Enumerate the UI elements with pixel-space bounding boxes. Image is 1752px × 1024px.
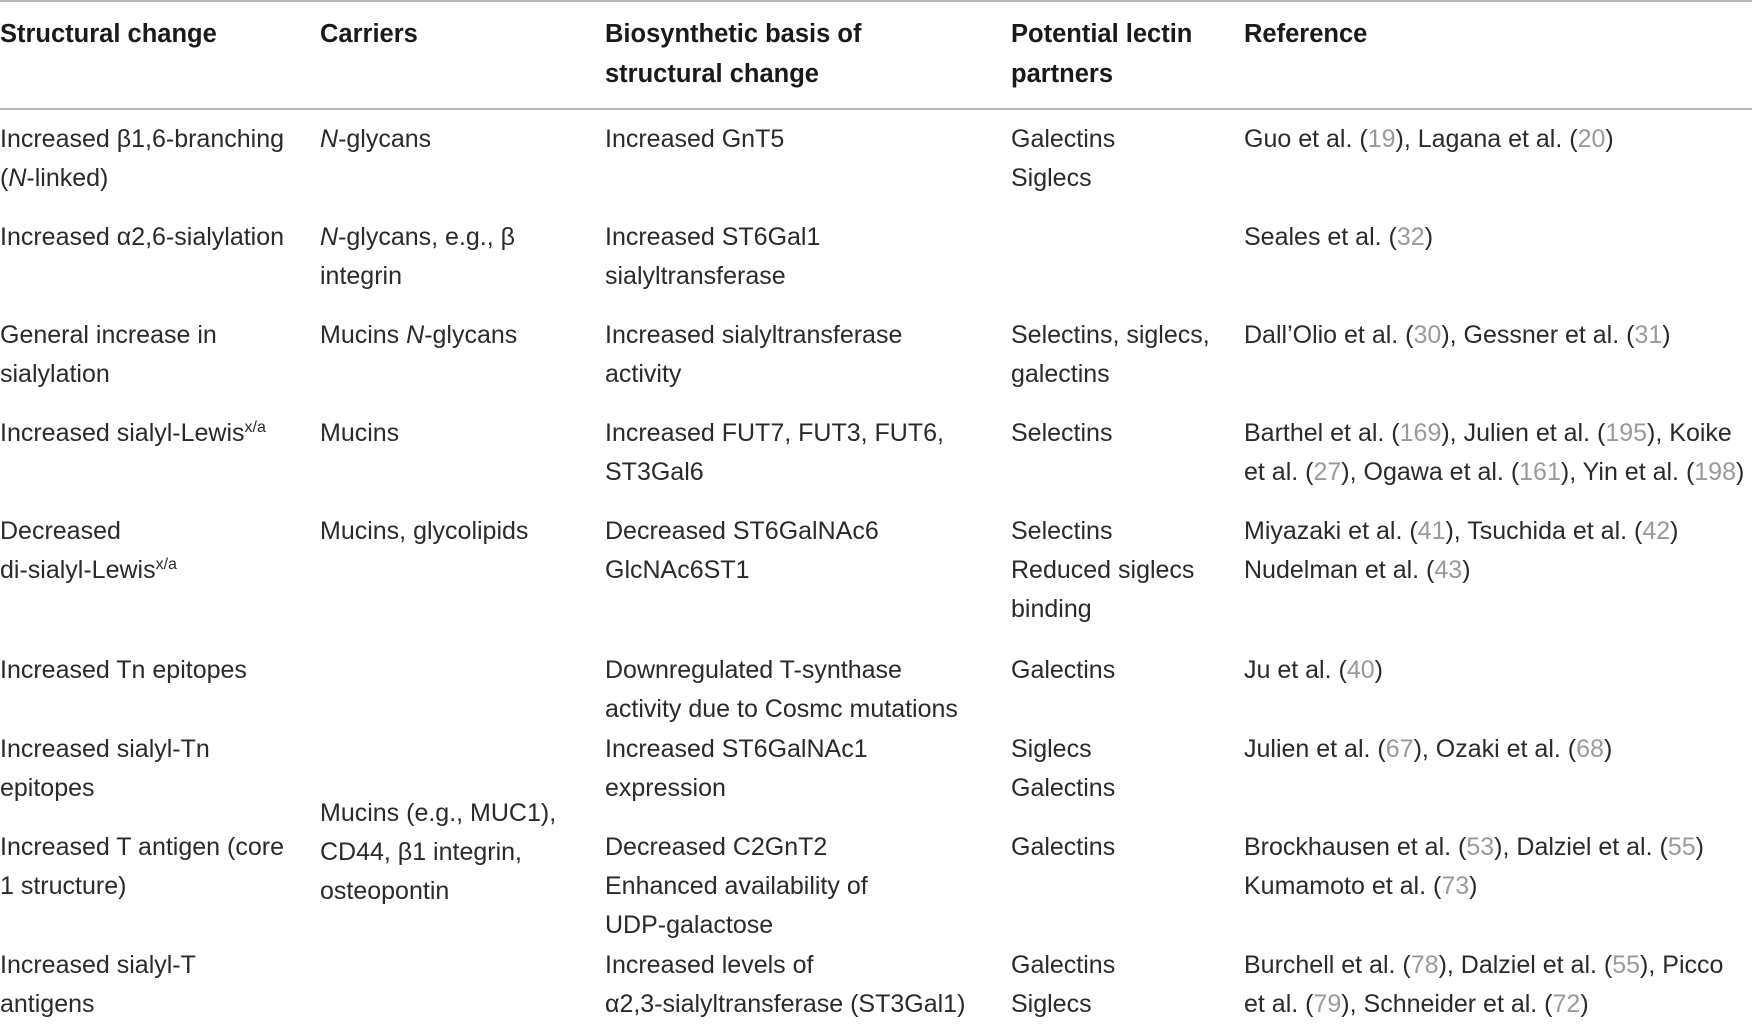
- row4-carriers: Mucins: [320, 419, 400, 447]
- header-rule: [0, 108, 1752, 110]
- row3-basis: Increased sialyltransferase activity: [605, 321, 903, 388]
- ref-link[interactable]: 198: [1694, 458, 1736, 486]
- row6-refs: Ju et al. (40): [1244, 656, 1383, 684]
- row5-basis: Decreased ST6GalNAc6 GlcNAc6ST1: [605, 517, 879, 584]
- header-biosynthetic-basis: Biosynthetic basis of structural change: [605, 20, 862, 88]
- row5-lectins: Selectins Reduced siglecs binding: [1011, 517, 1195, 623]
- row1-change: Increased β1,6-branching (N-linked): [0, 125, 284, 192]
- ref-link[interactable]: 195: [1605, 419, 1648, 447]
- ref-link[interactable]: 20: [1577, 125, 1606, 153]
- ref-link[interactable]: 42: [1642, 517, 1671, 545]
- ref-link[interactable]: 73: [1441, 872, 1470, 900]
- ref-link[interactable]: 78: [1410, 951, 1439, 979]
- row4-change: Increased sialyl-Lewis$^{x/a}$: [0, 419, 266, 447]
- ref-link[interactable]: 19: [1367, 125, 1396, 153]
- ref-link[interactable]: 27: [1313, 458, 1342, 486]
- row3-refs: Dall’Olio et al. (30), Gessner et al. (31): [1244, 321, 1671, 349]
- ref-link[interactable]: 31: [1634, 321, 1663, 349]
- row4-refs: Barthel et al. (169), Julien et al. (195), Koike et al. (27), Ogawa et al. (161), Yin et al. (198): [1244, 419, 1745, 486]
- ref-link[interactable]: 55: [1612, 951, 1641, 979]
- row3-change: General increase in sialylation: [0, 321, 217, 388]
- ref-link[interactable]: 43: [1434, 556, 1463, 584]
- row6-basis: Downregulated T-synthase activity due to Cosmc mutations: [605, 656, 958, 723]
- row5-change: Decreased di-sialyl-Lewis$^{x/a}$: [0, 517, 177, 584]
- ref-link[interactable]: 79: [1313, 990, 1342, 1018]
- header-structural-change: Structural change: [0, 20, 217, 48]
- row1-carriers: N-glycans: [320, 125, 432, 153]
- ref-link[interactable]: 53: [1466, 833, 1495, 861]
- ref-link[interactable]: 161: [1519, 458, 1561, 486]
- row8-carriers: Mucins (e.g., MUC1), CD44, β1 integrin, osteopontin: [320, 799, 557, 905]
- row3-carriers: Mucins N-glycans: [320, 321, 518, 349]
- ref-link[interactable]: 40: [1346, 656, 1375, 684]
- row1-refs: Guo et al. (19), Lagana et al. (20): [1244, 125, 1614, 153]
- ref-link[interactable]: 67: [1385, 735, 1414, 763]
- ref-link[interactable]: 169: [1399, 419, 1442, 447]
- row6-lectins: Galectins: [1011, 656, 1116, 684]
- row9-basis: Increased levels of α2,3-sialyltransferase (ST3Gal1): [605, 951, 966, 1018]
- row8-change: Increased T antigen (core 1 structure): [0, 833, 284, 900]
- header-reference: Reference: [1244, 20, 1368, 48]
- row3-lectins: Selectins, siglecs, galectins: [1011, 321, 1210, 388]
- row1-basis: Increased GnT5: [605, 125, 785, 153]
- row8-lectins: Galectins: [1011, 833, 1116, 861]
- header-lectin-partners: Potential lectin partners: [1011, 20, 1193, 88]
- row5-refs: Miyazaki et al. (41), Tsuchida et al. (42) Nudelman et al. (43): [1244, 517, 1679, 584]
- ref-link[interactable]: 68: [1576, 735, 1604, 763]
- row9-lectins: Galectins Siglecs: [1011, 951, 1116, 1018]
- table-top-rule: [0, 0, 1752, 2]
- ref-link[interactable]: 30: [1413, 321, 1442, 349]
- ref-link[interactable]: 41: [1417, 517, 1446, 545]
- row9-change: Increased sialyl-T antigens: [0, 951, 196, 1018]
- row7-basis: Increased ST6GalNAc1 expression: [605, 735, 868, 802]
- ref-link[interactable]: 55: [1667, 833, 1696, 861]
- ref-link[interactable]: 32: [1396, 223, 1425, 251]
- row8-refs: Brockhausen et al. (53), Dalziel et al. (55) Kumamoto et al. (73): [1244, 833, 1704, 900]
- row6-change: Increased Tn epitopes: [0, 656, 247, 684]
- row9-refs: Burchell et al. (78), Dalziel et al. (55), Picco et al. (79), Schneider et al. (72): [1244, 951, 1724, 1018]
- row7-change: Increased sialyl-Tn epitopes: [0, 735, 210, 802]
- row7-refs: Julien et al. (67), Ozaki et al. (68): [1244, 735, 1613, 763]
- row1-lectins: Galectins Siglecs: [1011, 125, 1116, 192]
- row2-carriers: N-glycans, e.g., β integrin: [320, 223, 516, 290]
- row2-refs: Seales et al. (32): [1244, 223, 1434, 251]
- row8-basis: Decreased C2GnT2 Enhanced availability of UDP-galactose: [605, 833, 868, 939]
- ref-link[interactable]: 72: [1552, 990, 1581, 1018]
- row2-change: Increased α2,6-sialylation: [0, 223, 285, 251]
- row4-lectins: Selectins: [1011, 419, 1113, 447]
- row2-basis: Increased ST6Gal1 sialyltransferase: [605, 223, 821, 290]
- row5-carriers: Mucins, glycolipids: [320, 517, 529, 545]
- row4-basis: Increased FUT7, FUT3, FUT6, ST3Gal6: [605, 419, 944, 486]
- row7-lectins: Siglecs Galectins: [1011, 735, 1116, 802]
- header-carriers: Carriers: [320, 20, 418, 48]
